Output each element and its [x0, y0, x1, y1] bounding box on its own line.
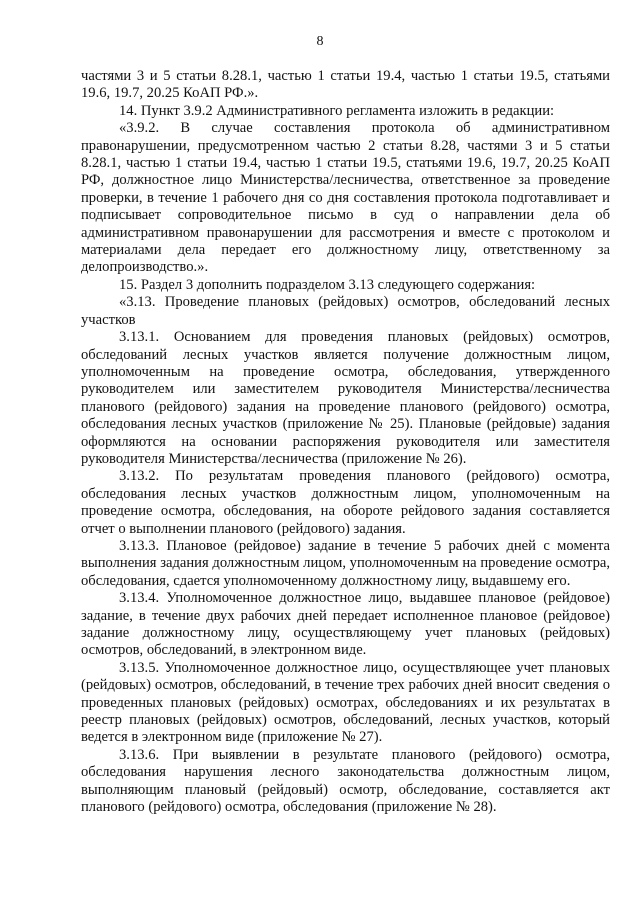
paragraph: 15. Раздел 3 дополнить подразделом 3.13 следующего содержания: [119, 276, 536, 293]
paragraph: 14. Пункт 3.9.2 Административного регламента изложить в редакции: [119, 102, 555, 119]
paragraph: 3.13.2. По результатам проведения планового (рейдового) осмотра, обследования лесных участков должностным лицом, уполномоченным на проведение осмотра, обследования, на обороте рейдового задания составляется отчет о выполнении планового (рейдового) задания. [81, 468, 610, 537]
paragraph: частями 3 и 5 статьи 8.28.1, частью 1 статьи 19.4, частью 1 статьи 19.5, статьями 19.6, 19.7, 20.25 КоАП РФ.». [81, 68, 610, 102]
paragraph: 3.13.1. Основанием для проведения плановых (рейдовых) осмотров, обследований лесных участков является получение должностным лицом, уполномоченным на проведение осмотра, обследования, утвержденного руководителем или заместителем руководителя Министерства/лесничества планового (рейдового) задания на проведение планового (рейдового) осмотра, обследования лесных участков (приложение № 25). Плановые (рейдовые) задания оформляются на основании распоряжения руководителя или заместителя руководителя Министерства/лесничества (приложение № 26). [81, 329, 610, 467]
paragraph: «3.9.2. В случае составления протокола об административном правонарушении, предусмотренном частью 2 статьи 8.28, частями 3 и 5 статьи 8.28.1, частью 1 статьи 19.4, частью 1 статьи 19.5, статьями 19.6, 19.7, 20.25 КоАП РФ, должностное лицо Министерства/лесничества, ответственное за проведение проверки, в течение 1 рабочего дня со дня составления протокола подготавливает и подписывает сопроводительное письмо в суд о направлении дела об административном правонарушении для рассмотрения и вместе с протоколом и материалами дела передает его должностному лицу, ответственному за делопроизводство.». [81, 120, 610, 276]
paragraph: 3.13.6. При выявлении в результате планового (рейдового) осмотра, обследования нарушения лесного законодательства должностным лицом, выполняющим плановый (рейдовый) осмотр, обследование, составляется акт планового (рейдового) осмотра, обследования (приложение № 28). [81, 746, 610, 816]
section-heading: «3.13. Проведение плановых (рейдовых) осмотров, обследований лесных участков [81, 294, 610, 328]
paragraph: 3.13.3. Плановое (рейдовое) задание в течение 5 рабочих дней с момента выполнения задания должностным лицом, уполномоченным на проведение осмотра, обследования, сдается уполномоченному должностному лицу, выдавшему его. [81, 537, 610, 589]
paragraph: 3.13.5. Уполномоченное должностное лицо, осуществляющее учет плановых (рейдовых) осмотров, обследований, в течение трех рабочих дней вносит сведения о проведенных плановых (рейдовых) осмотрах, обследованиях и их результатах в реестр плановых (рейдовых) осмотров, обследований, лесных участков, который ведется в электронном виде (приложение № 27). [81, 659, 610, 746]
paragraph: 3.13.4. Уполномоченное должностное лицо, выдавшее плановое (рейдовое) задание, в течение двух рабочих дней передает исполненное плановое (рейдовое) задание должностному лицу, осуществляющему учет плановых (рейдовых) осмотров, обследований, в электронном виде. [81, 590, 610, 659]
page-number: 8 [316, 34, 324, 49]
document-body [81, 68, 610, 816]
